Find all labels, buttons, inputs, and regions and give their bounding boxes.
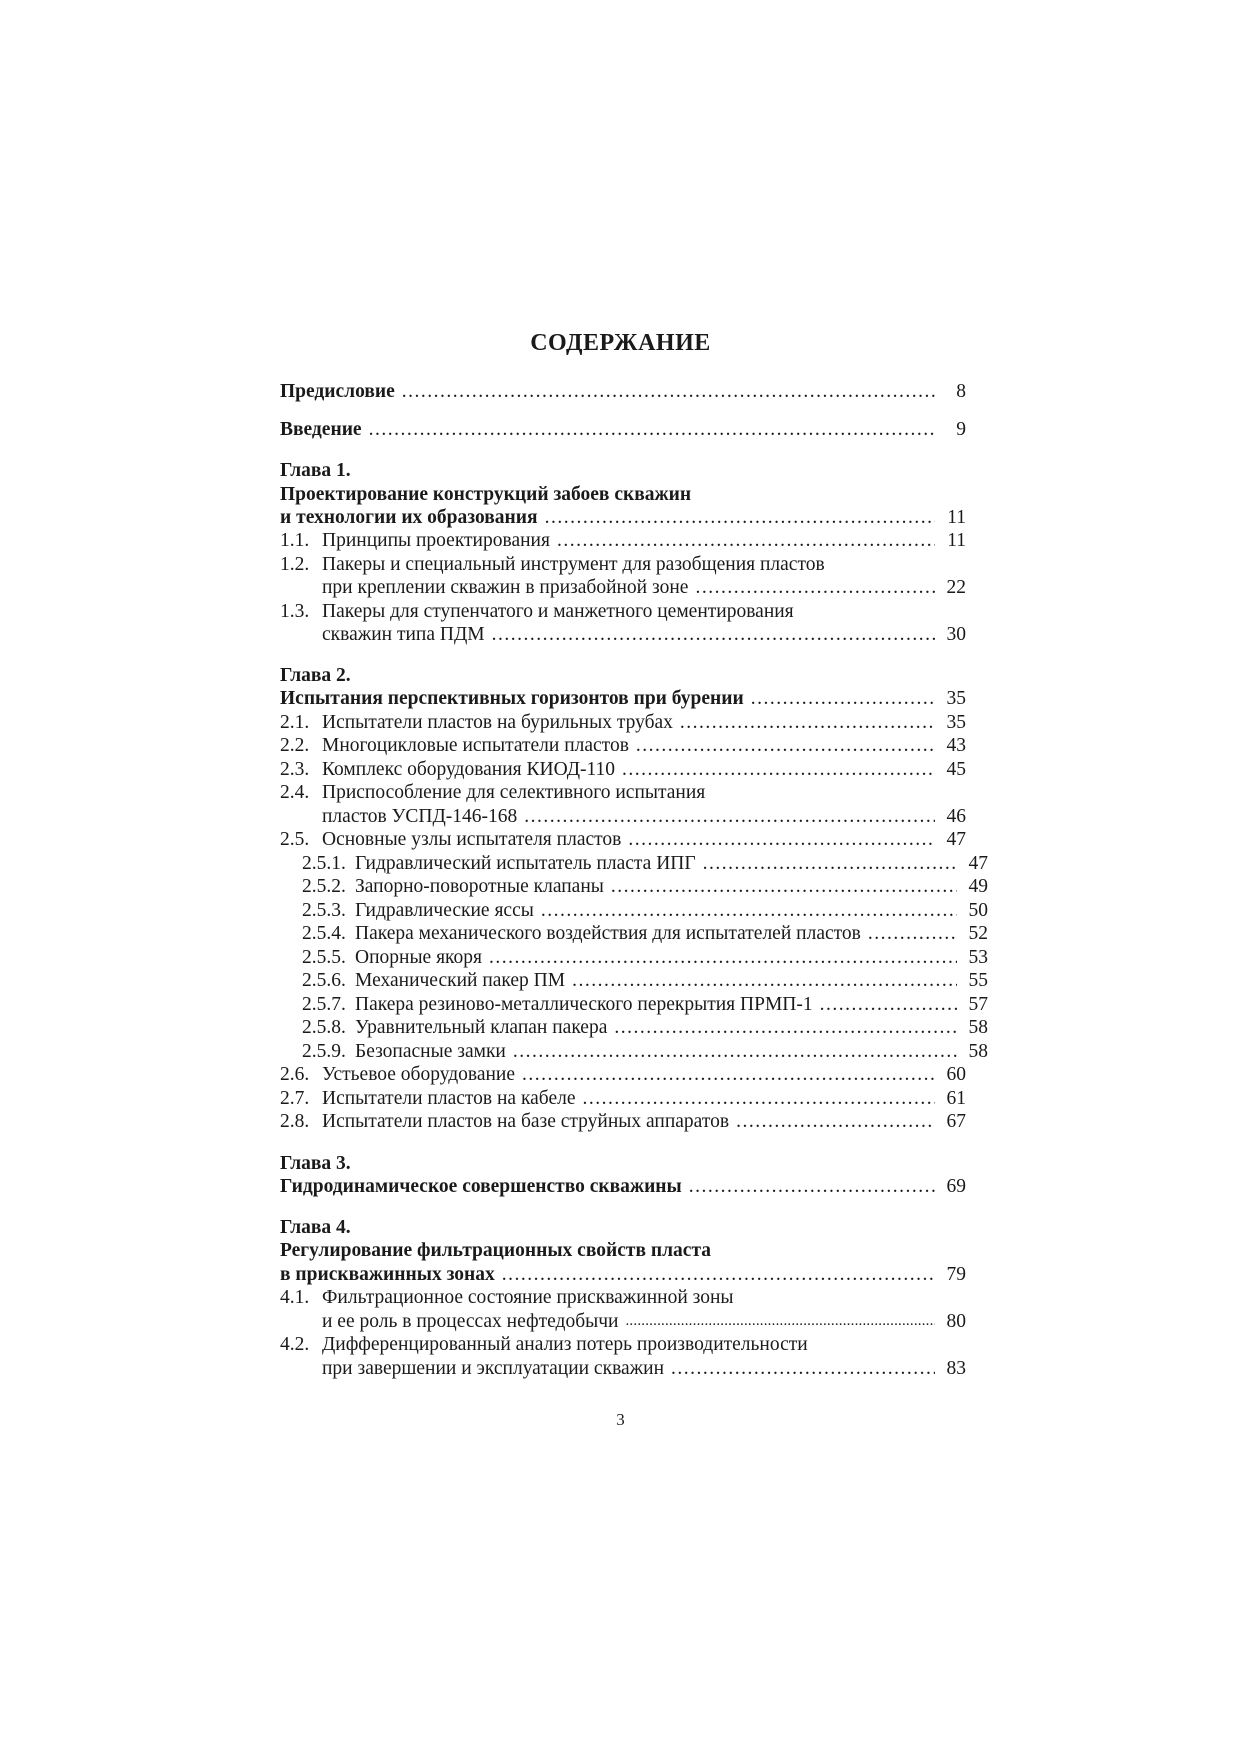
section-number: 2.5.6. [302,970,346,991]
dot-leader [524,805,935,828]
toc-entry-text: Безопасные замки [355,1041,506,1062]
toc-entry-text: Гидродинамическое совершенство скважины [280,1176,682,1197]
toc-entry-text: Испытания перспективных горизонтов при бурении [280,688,744,709]
section-number: 2.5.8. [302,1017,346,1038]
section-number: 2.5.9. [302,1041,346,1062]
chapter-2-heading: Глава 2. [280,665,351,686]
toc-entry-2-5-9[interactable] [280,1040,988,1063]
toc-entry-text: Дифференцированный анализ потерь производительности [322,1334,808,1355]
toc-entry-text: Испытатели пластов на бурильных трубах [322,712,673,733]
toc-page-number: 47 [946,829,966,850]
dot-leader [628,828,935,851]
toc-entry-2-5-7[interactable] [280,993,988,1016]
section-number: 2.5. [280,829,310,850]
section-number: 2.5.2. [302,876,346,897]
toc-page-number: 83 [946,1358,966,1379]
section-number: 2.1. [280,712,310,733]
toc-page-number: 11 [947,507,966,528]
toc-page-number: 47 [968,853,988,874]
chapter-1-title-line1: Проектирование конструкций забоев скважин [280,484,692,505]
toc-entry-text: Устьевое оборудование [322,1064,516,1085]
toc-entry-text: Испытатели пластов на базе струйных аппаратов [322,1111,730,1132]
toc-page-number: 52 [968,923,988,944]
dot-leader [369,418,935,441]
dot-leader [402,380,935,403]
toc-entry-text: и ее роль в процессах нефтедобычи [322,1311,619,1332]
section-number: 2.6. [280,1064,310,1085]
chapter-3-heading: Глава 3. [280,1153,351,1174]
dot-leader [572,969,957,992]
section-number: 2.5.3. [302,900,346,921]
toc-entry-2-7[interactable] [280,1087,966,1110]
page-title: СОДЕРЖАНИЕ [530,330,711,356]
toc-page-number: 69 [946,1176,966,1197]
toc-entry-text: Пакера механического воздействия для испытателей пластов [355,923,861,944]
chapter-4-title-line1: Регулирование фильтрационных свойств пласта [280,1240,712,1261]
toc-page-number: 55 [968,970,988,991]
toc-entry-2-4-line1[interactable] [280,781,966,804]
toc-entry-text: Гидравлический испытатель пласта ИПГ [355,853,696,874]
section-number: 2.5.4. [302,923,346,944]
toc-entry-2-6[interactable] [280,1063,966,1086]
toc-page-number: 58 [968,1017,988,1038]
section-number: 2.5.5. [302,947,346,968]
toc-entry-chapter-2[interactable] [280,687,966,710]
dot-leader [541,899,957,922]
toc-entry-text: Уравнительный клапан пакера [355,1017,608,1038]
toc-page-number: 67 [946,1111,966,1132]
toc-entry-2-5-5[interactable] [280,946,988,969]
section-number: 4.2. [280,1334,310,1355]
toc-entry-text: Приспособление для селективного испытания [322,782,706,803]
section-number: 2.8. [280,1111,310,1132]
toc-page-number: 8 [956,381,966,402]
dot-leader [820,993,957,1016]
section-number: 2.5.1. [302,853,346,874]
toc-page-number: 61 [946,1088,966,1109]
toc-entry-text: скважин типа ПДМ [322,624,485,645]
toc-page-number: 50 [968,900,988,921]
toc-page-number: 22 [946,577,966,598]
toc-page-number: 46 [946,806,966,827]
dot-leader [671,1357,935,1380]
toc-page-number: 45 [946,759,966,780]
toc-entry-text: при завершении и эксплуатации скважин [322,1358,665,1379]
toc-entry-1-1[interactable] [280,529,966,552]
toc-page-number: 49 [968,876,988,897]
toc-entry-2-4[interactable] [280,805,966,828]
toc-page-number: 9 [956,419,966,440]
toc-page-number: 30 [946,624,966,645]
toc-entry-1-3[interactable] [280,623,966,646]
section-number: 2.3. [280,759,310,780]
toc-entry-2-3[interactable] [280,758,966,781]
chapter-1-heading: Глава 1. [280,460,351,481]
toc-entry-text: при креплении скважин в призабойной зоне [322,577,689,598]
toc-page-number: 43 [946,735,966,756]
dot-leader [625,1310,935,1333]
dot-leader [522,1063,935,1086]
toc-entry-text: Механический пакер ПМ [355,970,566,991]
section-number: 2.7. [280,1088,310,1109]
chapter-4-heading: Глава 4. [280,1217,351,1238]
toc-entry-text: Фильтрационное состояние прискважинной зоны [322,1287,734,1308]
toc-page-number: 57 [968,994,988,1015]
dot-leader [636,734,935,757]
dot-leader [680,711,935,734]
dot-leader [611,875,957,898]
dot-leader [751,687,935,710]
dot-leader [557,529,935,552]
section-number: 1.3. [280,601,310,622]
toc-entry-text: Гидравлические яссы [355,900,534,921]
toc-entry-1-2-line1[interactable] [280,553,966,576]
dot-leader [614,1016,957,1039]
toc-entry-intro[interactable] [280,418,966,441]
section-number: 1.2. [280,554,310,575]
toc-entry-2-5-8[interactable] [280,1016,988,1039]
toc-entry-text: Многоцикловые испытатели пластов [322,735,629,756]
toc-entry-2-5-3[interactable] [280,899,988,922]
toc-entry-4-1[interactable] [280,1310,966,1333]
toc-entry-text: Принципы проектирования [322,530,550,551]
toc-entry-2-1[interactable] [280,711,966,734]
toc-entry-4-2[interactable] [280,1357,966,1380]
toc-entry-1-2[interactable] [280,576,966,599]
toc-entry-2-8[interactable] [280,1110,966,1133]
dot-leader [622,758,935,781]
toc-entry-2-5[interactable] [280,828,966,851]
dot-leader [545,506,935,529]
toc-entry-text: Опорные якоря [355,947,483,968]
section-number: 1.1. [280,530,310,551]
toc-entry-text: в прискважинных зонах [280,1264,495,1285]
toc-entry-text: Пакера резиново-металлического перекрытия ПРМП-1 [355,994,813,1015]
dot-leader [736,1110,935,1133]
dot-leader [703,852,957,875]
section-number: 2.5.7. [302,994,346,1015]
toc-entry-text: Основные узлы испытателя пластов [322,829,622,850]
toc-entry-chapter-3[interactable] [280,1175,966,1198]
dot-leader [513,1040,957,1063]
toc-entry-1-3-line1[interactable] [280,600,966,623]
section-number: 4.1. [280,1287,310,1308]
toc-entry-text: Введение [280,419,362,440]
section-number: 2.2. [280,735,310,756]
toc-entry-2-5-2[interactable] [280,875,988,898]
toc-entry-4-1-line1[interactable] [280,1286,966,1309]
toc-page-number: 35 [946,712,966,733]
toc-entry-text: и технологии их образования [280,507,538,528]
dot-leader [695,576,935,599]
dot-leader [489,946,957,969]
toc-page-number: 11 [947,530,966,551]
toc-entry-text: Запорно-поворотные клапаны [355,876,604,897]
toc-entry-2-5-1[interactable] [280,852,988,875]
toc-entry-chapter-4[interactable] [280,1263,966,1286]
toc-entry-2-5-4[interactable] [280,922,988,945]
dot-leader [582,1087,935,1110]
toc-page-number: 79 [946,1264,966,1285]
toc-entry-chapter-1[interactable] [280,506,966,529]
toc-entry-4-2-line1[interactable] [280,1333,966,1356]
toc-entry-2-2[interactable] [280,734,966,757]
toc-page-number: 35 [946,688,966,709]
toc-entry-preface[interactable] [280,380,966,403]
toc-entry-2-5-6[interactable] [280,969,988,992]
toc-page-number: 80 [946,1311,966,1332]
page-number: 3 [616,1410,625,1429]
dot-leader [689,1175,935,1198]
toc-entry-text: Пакеры для ступенчатого и манжетного цементирования [322,601,794,622]
dot-leader [492,623,935,646]
toc-page-number: 53 [968,947,988,968]
toc-entry-text: Испытатели пластов на кабеле [322,1088,576,1109]
section-number: 2.4. [280,782,310,803]
toc-page-number: 60 [946,1064,966,1085]
toc-entry-text: Комплекс оборудования КИОД-110 [322,759,616,780]
toc-entry-text: Пакеры и специальный инструмент для разобщения пластов [322,554,825,575]
dot-leader [868,922,957,945]
dot-leader [502,1263,935,1286]
toc-page-number: 58 [968,1041,988,1062]
toc-entry-text: Предисловие [280,381,395,402]
toc-entry-text: пластов УСПД-146-168 [322,806,518,827]
